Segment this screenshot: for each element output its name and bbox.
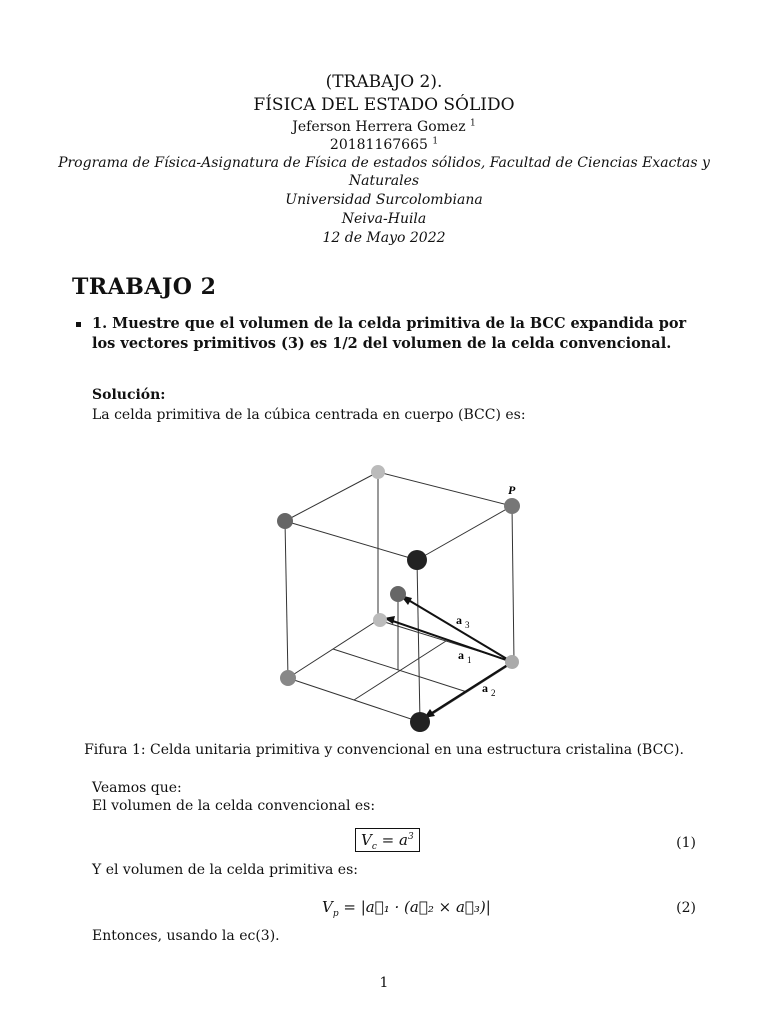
- veamos-text: Veamos que:: [92, 780, 182, 796]
- bullet-icon: [76, 322, 81, 327]
- label-a1-sub: 1: [467, 655, 472, 665]
- equation-1-box: $V_c = a^3$: [355, 828, 420, 852]
- university-line: Universidad Surcolombiana: [285, 192, 483, 208]
- equation-1: [355, 831, 420, 852]
- conventional-volume-text: El volumen de la celda convencional es:: [92, 798, 376, 814]
- program-line-2: Naturales: [348, 173, 420, 189]
- equation-2-number: (2): [676, 900, 696, 916]
- program-line-1: Programa de Física-Asignatura de Física de estados sólidos, Facultad de Ciencias Exactas y: [58, 155, 710, 171]
- figure-caption: Fifura 1: Celda unitaria primitiva y convencional en una estructura cristalina (BCC).: [84, 742, 684, 758]
- entonces-text: Entonces, usando la ec(3).: [92, 928, 280, 944]
- bcc-cell-figure: [262, 448, 532, 744]
- author-line: [0, 118, 768, 136]
- author-name: Jeferson Herrera Gomez: [292, 119, 466, 135]
- solution-label: Solución:: [92, 387, 166, 403]
- equation-2: $V_p$ = |a⃗₁ · (a⃗₂ × a⃗₃)|: [322, 898, 491, 919]
- student-id-line: [0, 136, 768, 154]
- solution-text: La celda primitiva de la cúbica centrada en cuerpo (BCC) es:: [92, 407, 526, 423]
- exercise-item: [92, 314, 702, 354]
- label-a3-sub: 3: [465, 620, 470, 630]
- label-a2: a: [482, 681, 488, 695]
- section-title: TRABAJO 2: [72, 274, 217, 300]
- equation-1-number: (1): [676, 835, 696, 851]
- doc-heading-2: FÍSICA DEL ESTADO SÓLIDO: [253, 95, 515, 115]
- doc-heading-1: (TRABAJO 2).: [325, 72, 443, 92]
- id-footnote-mark: 1: [432, 136, 439, 147]
- label-a1: a: [458, 648, 464, 662]
- exercise-text: 1. Muestre que el volumen de la celda primitiva de la BCC expandida por los vectores primitivos (3) es 1/2 del volumen de la celda convencional.: [92, 315, 687, 352]
- page-number: 1: [379, 975, 389, 991]
- date-line: 12 de Mayo 2022: [322, 230, 446, 246]
- city-line: Neiva-Huila: [341, 211, 427, 227]
- label-p: P: [508, 483, 516, 497]
- primitive-volume-text: Y el volumen de la celda primitiva es:: [92, 862, 358, 878]
- label-a2-sub: 2: [491, 688, 496, 698]
- student-id: 20181167665: [329, 137, 428, 153]
- bcc-cell-diagram: [262, 448, 532, 744]
- author-footnote-mark: 1: [470, 118, 476, 129]
- label-a3: a: [456, 613, 462, 627]
